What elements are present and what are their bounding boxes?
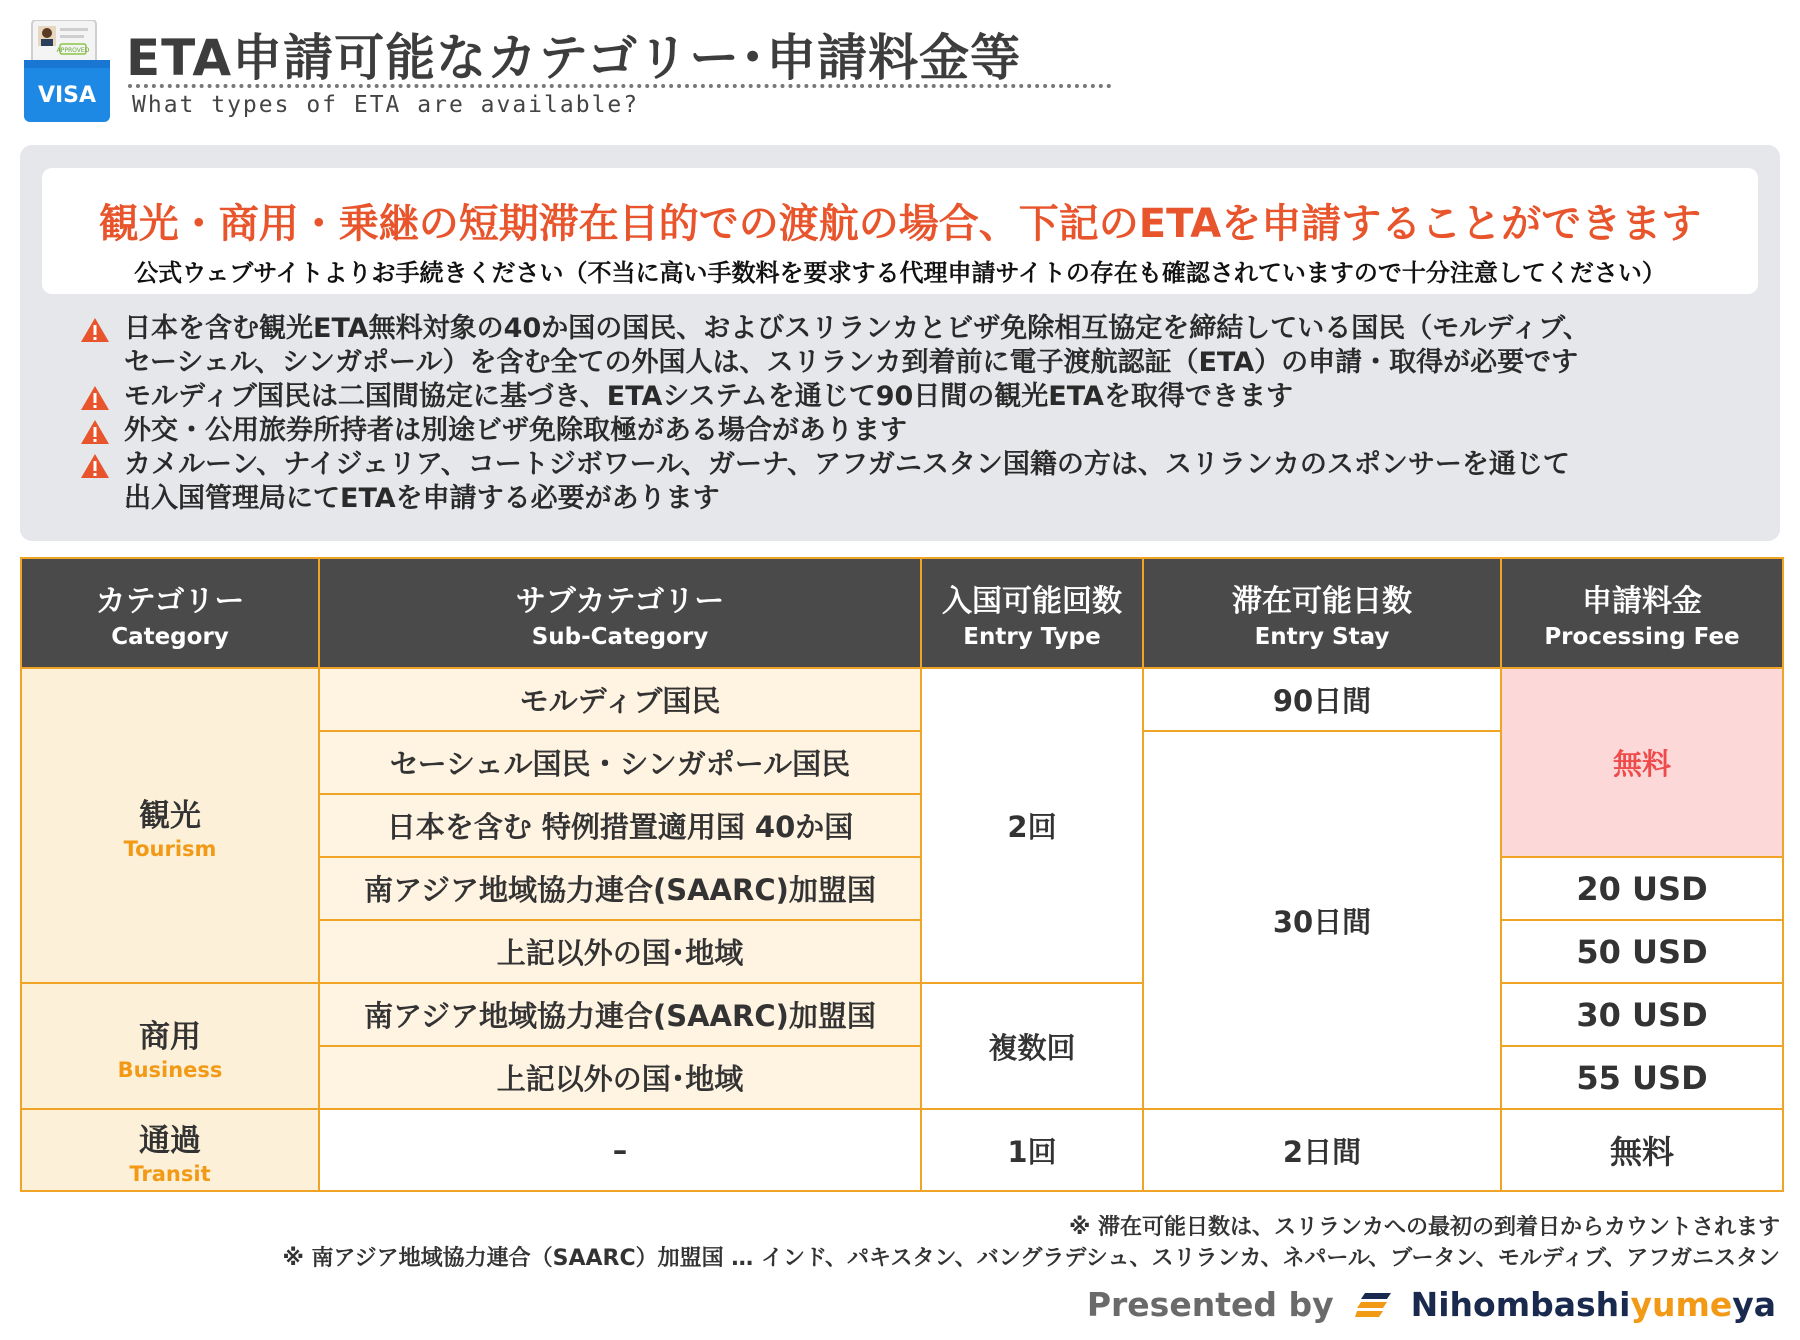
table-row xyxy=(21,983,1783,1046)
table-header-row xyxy=(21,558,1783,668)
svg-text:VISA: VISA xyxy=(37,83,97,108)
category-business: 商用 Business xyxy=(21,983,319,1109)
fee-transit: 無料 xyxy=(1501,1109,1783,1191)
subcategory-cell: 日本を含む 特例措置適用国 40か国 xyxy=(319,794,921,857)
footnotes xyxy=(282,1212,1780,1274)
notice-headline: 観光・商用・乗継の短期滞在目的での渡航の場合、下記のETAを申請することができます xyxy=(98,201,1702,247)
footnote-stay: ※ 滞在可能日数は、スリランカへの最初の到着日からカウントされます xyxy=(1068,1215,1780,1240)
page-subtitle: What types of ETA are available? xyxy=(132,92,640,118)
svg-text:APPROVED: APPROVED xyxy=(56,47,90,54)
subcategory-cell: – xyxy=(319,1109,921,1191)
entry-type-transit: 1回 xyxy=(921,1109,1143,1191)
subcategory-cell: 南アジア地域協力連合(SAARC)加盟国 xyxy=(319,857,921,920)
warning-icon xyxy=(80,453,110,479)
notice-box xyxy=(42,168,1758,294)
warning-icon xyxy=(80,317,110,343)
stay-transit: 2日間 xyxy=(1143,1109,1501,1191)
fee-other-business: 55 USD xyxy=(1501,1046,1783,1109)
subcategory-cell: セーシェル国民・シンガポール国民 xyxy=(319,731,921,794)
fee-other-tourism: 50 USD xyxy=(1501,920,1783,983)
warning-icon xyxy=(80,419,110,445)
fee-saarc-tourism: 20 USD xyxy=(1501,857,1783,920)
fee-saarc-business: 30 USD xyxy=(1501,983,1783,1046)
visa-document-icon xyxy=(24,20,110,122)
header-entry-type: 入国可能回数 Entry Type xyxy=(921,558,1143,668)
table-row xyxy=(21,1109,1783,1191)
subcategory-cell: 南アジア地域協力連合(SAARC)加盟国 xyxy=(319,983,921,1046)
header-processing-fee: 申請料金 Processing Fee xyxy=(1501,558,1783,668)
notice-subline: 公式ウェブサイトよりお手続きください（不当に高い手数料を要求する代理申請サイトの存在も確認されていますので十分注意してください） xyxy=(134,259,1666,287)
entry-type-tourism: 2回 xyxy=(921,668,1143,983)
subcategory-cell: モルディブ国民 xyxy=(319,668,921,731)
subcategory-cell: 上記以外の国･地域 xyxy=(319,920,921,983)
fee-free-tourism: 無料 xyxy=(1501,668,1783,857)
list-item: カメルーン、ナイジェリア、コートジボワール、ガーナ、アフガニスタン国籍の方は、スリランカのスポンサーを通じて 出入国管理局にてETAを申請する必要があります xyxy=(80,448,1740,516)
notes-list xyxy=(80,312,1740,516)
list-item: 外交・公用旅券所持者は別途ビザ免除取極がある場合があります xyxy=(80,414,1740,448)
entry-type-business: 複数回 xyxy=(921,983,1143,1109)
footnote-saarc: ※ 南アジア地域協力連合（SAARC）加盟国 … インド、パキスタン、バングラデシュ、スリランカ、ネパール、ブータン、モルディブ、アフガニスタン xyxy=(282,1246,1780,1271)
table-row xyxy=(21,668,1783,731)
warning-icon xyxy=(80,385,110,411)
title-divider xyxy=(128,84,1112,88)
list-item: 日本を含む観光ETA無料対象の40か国の国民、およびスリランカとビザ免除相互協定を締結している国民（モルディブ、 セーシェル、シンガポール）を含む全ての外国人は、スリランカ到着前に電子渡航認証（ETA）の申請・取得が必要です xyxy=(80,312,1740,380)
brand-logo-icon xyxy=(1355,1290,1393,1320)
header-category: カテゴリー Category xyxy=(21,558,319,668)
category-tourism: 観光 Tourism xyxy=(21,668,319,983)
eta-category-table xyxy=(20,557,1784,1192)
subcategory-cell: 上記以外の国･地域 xyxy=(319,1046,921,1109)
presented-by-label: Presented by xyxy=(1086,1285,1334,1324)
header-entry-stay: 滞在可能日数 Entry Stay xyxy=(1143,558,1501,668)
header-subcategory: サブカテゴリー Sub-Category xyxy=(319,558,921,668)
stay-maldives: 90日間 xyxy=(1143,668,1501,731)
list-item: モルディブ国民は二国間協定に基づき、ETAシステムを通じて90日間の観光ETAを取得できます xyxy=(80,380,1740,414)
info-panel xyxy=(20,145,1780,541)
page-title: ETA申請可能なカテゴリー･申請料金等 xyxy=(126,29,1022,87)
category-transit: 通過 Transit xyxy=(21,1109,319,1191)
stay-standard: 30日間 xyxy=(1143,731,1501,1109)
brand-name: Nihombashiyumeya xyxy=(1410,1285,1776,1324)
presented-by xyxy=(1087,1285,1776,1324)
